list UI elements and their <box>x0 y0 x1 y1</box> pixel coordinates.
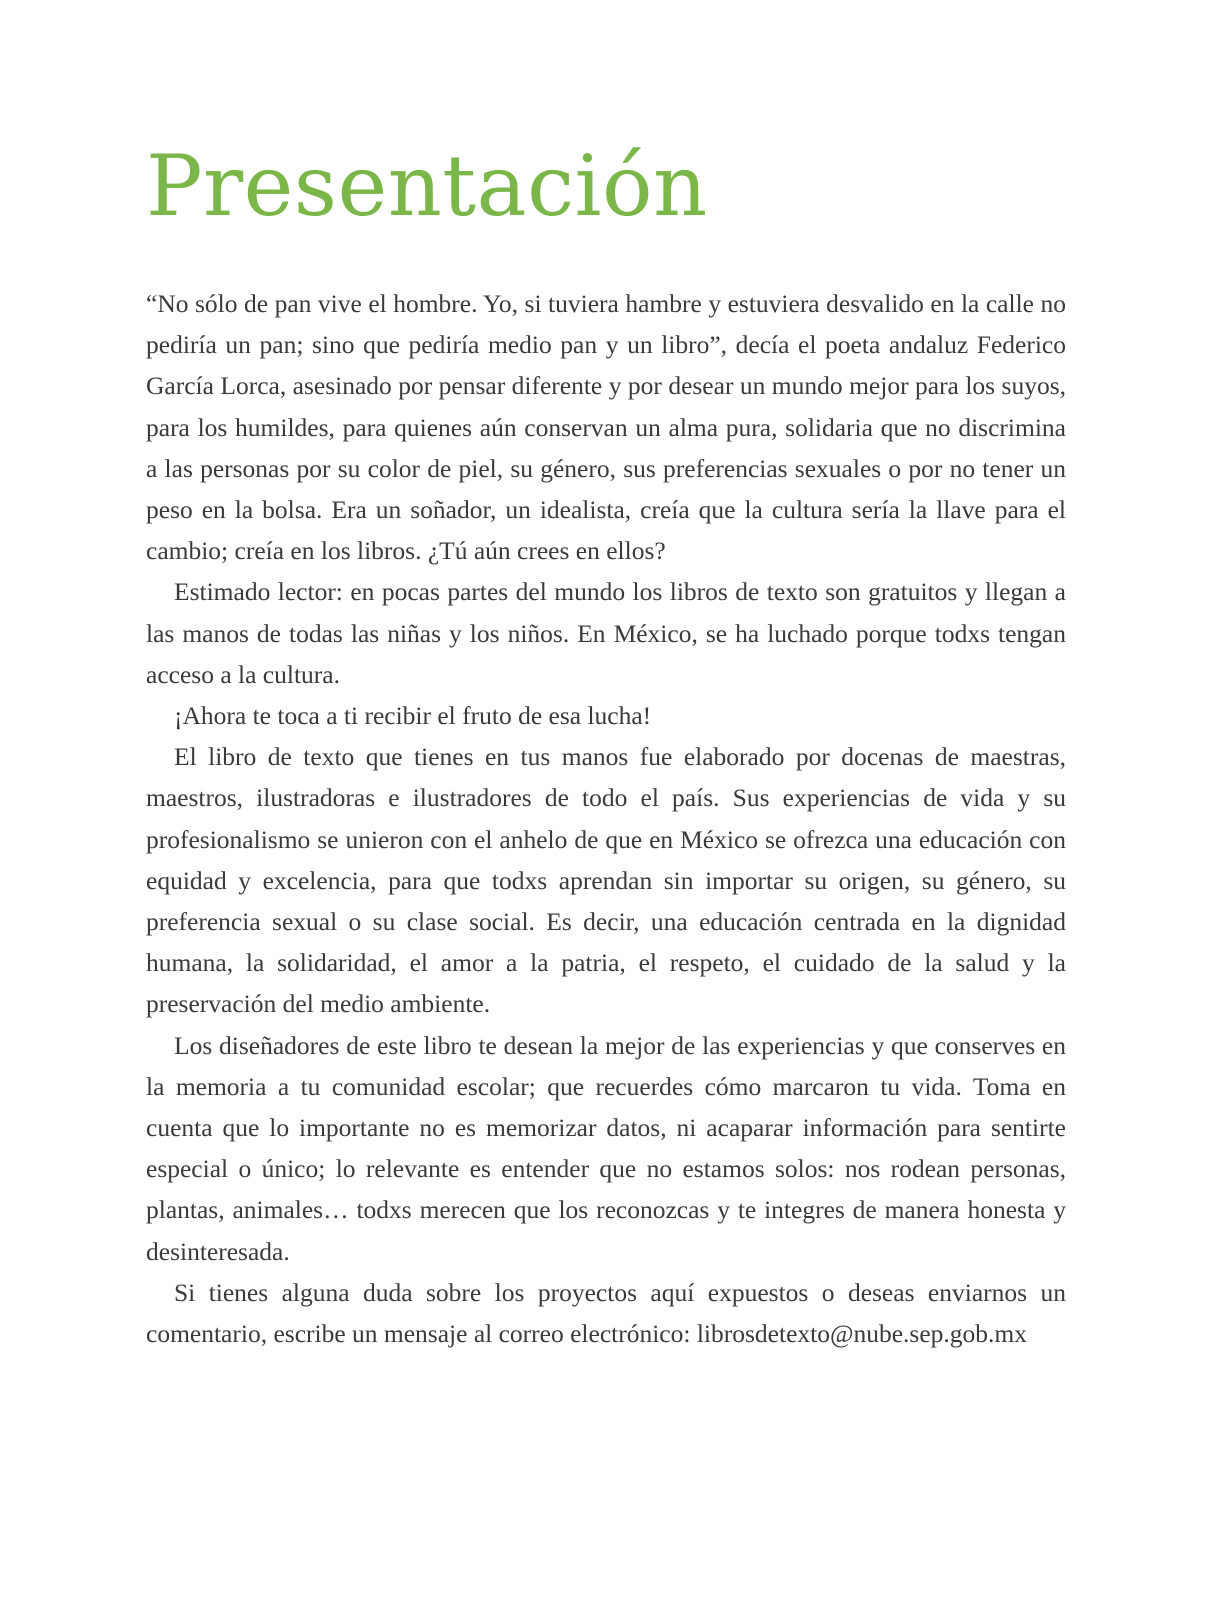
page-title: Presentación <box>146 137 708 235</box>
paragraph-1: “No sólo de pan vive el hombre. Yo, si tuviera hambre y estuviera desvalido en la calle no pediría un pan; sino que pediría medio pan y un libro”, decía el poeta andaluz Federico García Lorca, asesinado por pensar diferente y por desear un mundo mejor para los suyos, para los humildes, para quienes aún conservan un alma pura, solidaria que no discrimina a las personas por su color de piel, su género, sus preferencias sexuales o por no tener un peso en la bolsa. Era un soñador, un idealista, creía que la cultura sería la llave para el cambio; creía en los libros. ¿Tú aún crees en ellos? <box>146 289 1066 566</box>
paragraph-3: ¡Ahora te toca a ti recibir el fruto de esa lucha! <box>174 701 652 731</box>
paragraph-4: El libro de texto que tienes en tus manos fue elaborado por docenas de maestras, maestros, ilustradoras e ilustradores de todo el país. Sus experiencias de vida y su profesionalismo se unieron con el anhelo de que en México se ofrezca una educación con equidad y excelencia, para que todxs aprendan sin importar su origen, su género, su preferencia sexual o su clase social. Es decir, una educación centrada en la dignidad humana, la solidaridad, el amor a la patria, el respeto, el cuidado de la salud y la preservación del medio ambiente. <box>146 742 1066 1019</box>
paragraph-2: Estimado lector: en pocas partes del mundo los libros de texto son gratuitos y llegan a las manos de todas las niñas y los niños. En México, se ha luchado porque todxs tengan acceso a la cultura. <box>146 577 1066 689</box>
paragraph-6: Si tienes alguna duda sobre los proyectos aquí expuestos o deseas enviarnos un comentario, escribe un mensaje al correo electrónico: librosdetexto@nube.sep.gob.mx <box>146 1277 1066 1349</box>
paragraph-5: Los diseñadores de este libro te desean la mejor de las experiencias y que conserves en la memoria a tu comunidad escolar; que recuerdes cómo marcaron tu vida. Toma en cuenta que lo importante no es memorizar datos, ni acaparar información para sentirte especial o único; lo relevante es entender que no estamos solos: nos rodean personas, plantas, animales… todxs merecen que los reconozcas y te integres de manera honesta y desinteresada. <box>146 1030 1066 1266</box>
body-text <box>146 283 1066 1354</box>
